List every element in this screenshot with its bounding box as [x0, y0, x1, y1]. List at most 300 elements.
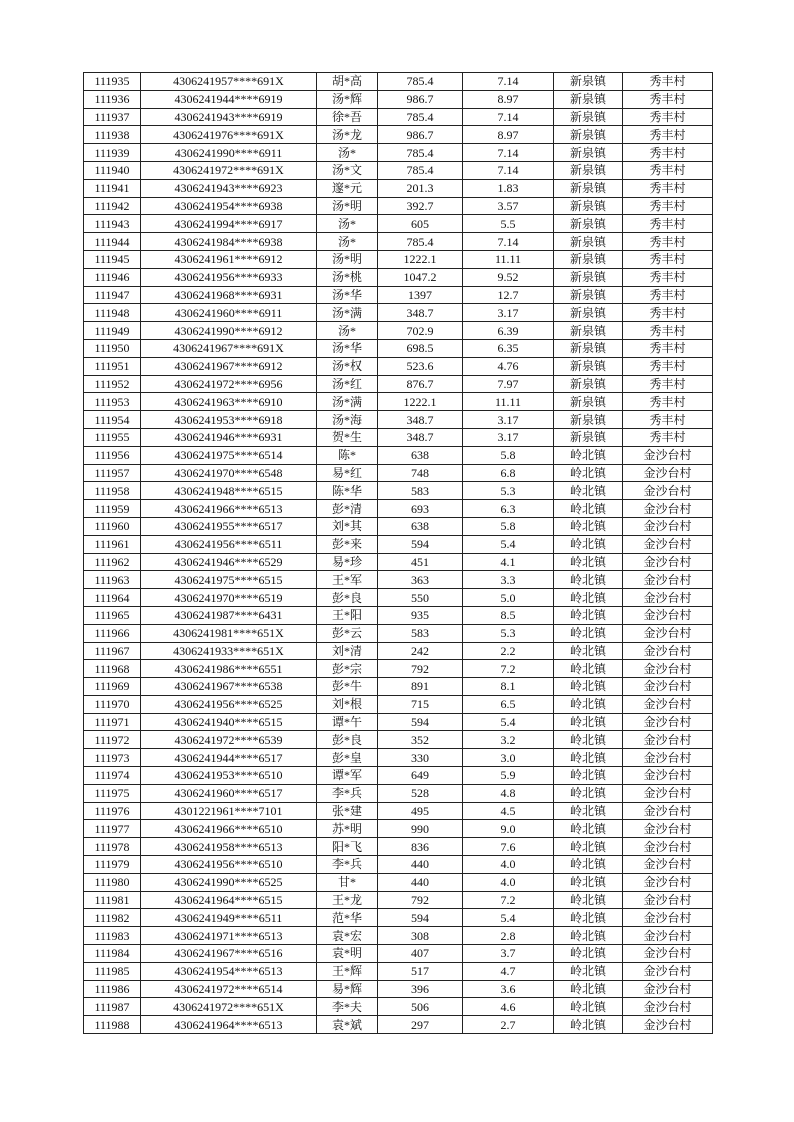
cell-seq: 111936	[84, 90, 141, 108]
cell-village: 秀丰村	[623, 339, 713, 357]
table-row	[84, 304, 713, 322]
cell-name: 邃*元	[317, 179, 378, 197]
table-row	[84, 678, 713, 696]
cell-village: 金沙台村	[623, 535, 713, 553]
cell-town: 岭北镇	[554, 482, 623, 500]
cell-village: 金沙台村	[623, 464, 713, 482]
cell-village: 秀丰村	[623, 393, 713, 411]
cell-area: 4.0	[463, 873, 554, 891]
cell-area: 6.5	[463, 695, 554, 713]
cell-area: 5.3	[463, 624, 554, 642]
cell-id-card: 4306241963****6910	[141, 393, 317, 411]
cell-area: 1.83	[463, 179, 554, 197]
cell-name: 贺*生	[317, 428, 378, 446]
cell-village: 秀丰村	[623, 179, 713, 197]
cell-name: 汤*华	[317, 286, 378, 304]
cell-village: 秀丰村	[623, 268, 713, 286]
cell-id-card: 4306241970****6548	[141, 464, 317, 482]
cell-amount: 792	[378, 891, 463, 909]
table-row	[84, 482, 713, 500]
cell-village: 秀丰村	[623, 304, 713, 322]
table-row	[84, 517, 713, 535]
cell-amount: 1397	[378, 286, 463, 304]
cell-id-card: 4306241990****6911	[141, 144, 317, 162]
cell-village: 金沙台村	[623, 624, 713, 642]
table-row	[84, 375, 713, 393]
cell-id-card: 4306241994****6917	[141, 215, 317, 233]
cell-id-card: 4306241984****6938	[141, 233, 317, 251]
cell-amount: 363	[378, 571, 463, 589]
table-row	[84, 642, 713, 660]
cell-id-card: 4301221961****7101	[141, 802, 317, 820]
cell-town: 新泉镇	[554, 179, 623, 197]
cell-seq: 111956	[84, 446, 141, 464]
cell-seq: 111945	[84, 250, 141, 268]
cell-area: 5.8	[463, 517, 554, 535]
cell-amount: 440	[378, 873, 463, 891]
cell-seq: 111943	[84, 215, 141, 233]
cell-village: 金沙台村	[623, 909, 713, 927]
cell-name: 刘*其	[317, 517, 378, 535]
cell-name: 汤*明	[317, 250, 378, 268]
cell-name: 张*建	[317, 802, 378, 820]
table-row	[84, 909, 713, 927]
cell-village: 金沙台村	[623, 856, 713, 874]
cell-id-card: 4306241967****691X	[141, 339, 317, 357]
cell-name: 汤*桃	[317, 268, 378, 286]
cell-name: 汤*	[317, 322, 378, 340]
cell-village: 秀丰村	[623, 144, 713, 162]
cell-seq: 111940	[84, 161, 141, 179]
cell-town: 岭北镇	[554, 767, 623, 785]
cell-name: 易*珍	[317, 553, 378, 571]
cell-area: 3.7	[463, 945, 554, 963]
cell-village: 金沙台村	[623, 517, 713, 535]
cell-seq: 111963	[84, 571, 141, 589]
table-row	[84, 108, 713, 126]
cell-amount: 638	[378, 446, 463, 464]
cell-seq: 111941	[84, 179, 141, 197]
cell-seq: 111987	[84, 998, 141, 1016]
cell-area: 12.7	[463, 286, 554, 304]
cell-area: 5.4	[463, 909, 554, 927]
cell-village: 金沙台村	[623, 749, 713, 767]
cell-area: 9.52	[463, 268, 554, 286]
table-row	[84, 411, 713, 429]
cell-name: 彭*云	[317, 624, 378, 642]
cell-town: 新泉镇	[554, 304, 623, 322]
cell-area: 3.2	[463, 731, 554, 749]
table-row	[84, 571, 713, 589]
cell-id-card: 4306241970****6519	[141, 589, 317, 607]
cell-area: 6.39	[463, 322, 554, 340]
cell-seq: 111965	[84, 606, 141, 624]
cell-id-card: 4306241949****6511	[141, 909, 317, 927]
cell-amount: 748	[378, 464, 463, 482]
cell-seq: 111980	[84, 873, 141, 891]
cell-village: 金沙台村	[623, 820, 713, 838]
cell-id-card: 4306241954****6513	[141, 962, 317, 980]
cell-name: 王*辉	[317, 962, 378, 980]
cell-village: 金沙台村	[623, 1016, 713, 1034]
cell-amount: 495	[378, 802, 463, 820]
cell-town: 岭北镇	[554, 624, 623, 642]
cell-town: 岭北镇	[554, 909, 623, 927]
cell-seq: 111937	[84, 108, 141, 126]
table-row	[84, 428, 713, 446]
table-row	[84, 873, 713, 891]
cell-seq: 111957	[84, 464, 141, 482]
cell-name: 汤*海	[317, 411, 378, 429]
cell-village: 金沙台村	[623, 660, 713, 678]
cell-seq: 111972	[84, 731, 141, 749]
cell-amount: 523.6	[378, 357, 463, 375]
cell-village: 秀丰村	[623, 215, 713, 233]
cell-village: 金沙台村	[623, 784, 713, 802]
cell-area: 3.0	[463, 749, 554, 767]
cell-seq: 111961	[84, 535, 141, 553]
table-row	[84, 606, 713, 624]
cell-village: 金沙台村	[623, 731, 713, 749]
cell-amount: 986.7	[378, 126, 463, 144]
cell-area: 3.17	[463, 428, 554, 446]
cell-area: 4.7	[463, 962, 554, 980]
cell-id-card: 4306241981****651X	[141, 624, 317, 642]
table-row	[84, 215, 713, 233]
cell-seq: 111950	[84, 339, 141, 357]
cell-name: 汤*	[317, 215, 378, 233]
cell-village: 秀丰村	[623, 73, 713, 91]
cell-village: 金沙台村	[623, 980, 713, 998]
cell-amount: 792	[378, 660, 463, 678]
cell-name: 汤*华	[317, 339, 378, 357]
cell-village: 秀丰村	[623, 161, 713, 179]
cell-area: 6.3	[463, 500, 554, 518]
cell-seq: 111962	[84, 553, 141, 571]
cell-id-card: 4306241966****6510	[141, 820, 317, 838]
cell-town: 新泉镇	[554, 411, 623, 429]
cell-town: 新泉镇	[554, 233, 623, 251]
cell-name: 袁*明	[317, 945, 378, 963]
cell-amount: 1222.1	[378, 393, 463, 411]
cell-seq: 111953	[84, 393, 141, 411]
cell-name: 彭*来	[317, 535, 378, 553]
table-row	[84, 589, 713, 607]
cell-town: 岭北镇	[554, 553, 623, 571]
cell-id-card: 4306241946****6529	[141, 553, 317, 571]
cell-seq: 111973	[84, 749, 141, 767]
cell-area: 3.57	[463, 197, 554, 215]
cell-seq: 111964	[84, 589, 141, 607]
cell-id-card: 4306241960****6517	[141, 784, 317, 802]
cell-name: 袁*宏	[317, 927, 378, 945]
cell-amount: 517	[378, 962, 463, 980]
cell-name: 汤*红	[317, 375, 378, 393]
cell-area: 3.17	[463, 304, 554, 322]
cell-area: 8.1	[463, 678, 554, 696]
table-row	[84, 322, 713, 340]
cell-town: 新泉镇	[554, 268, 623, 286]
cell-town: 岭北镇	[554, 962, 623, 980]
cell-name: 汤*文	[317, 161, 378, 179]
cell-town: 岭北镇	[554, 927, 623, 945]
cell-village: 金沙台村	[623, 606, 713, 624]
cell-id-card: 4306241972****6514	[141, 980, 317, 998]
cell-name: 陈*	[317, 446, 378, 464]
cell-id-card: 4306241956****6525	[141, 695, 317, 713]
table-row	[84, 927, 713, 945]
cell-village: 秀丰村	[623, 322, 713, 340]
cell-seq: 111958	[84, 482, 141, 500]
cell-amount: 396	[378, 980, 463, 998]
cell-village: 金沙台村	[623, 713, 713, 731]
cell-village: 金沙台村	[623, 678, 713, 696]
cell-id-card: 4306241975****6514	[141, 446, 317, 464]
cell-amount: 594	[378, 713, 463, 731]
cell-seq: 111969	[84, 678, 141, 696]
cell-amount: 605	[378, 215, 463, 233]
cell-area: 7.2	[463, 660, 554, 678]
cell-id-card: 4306241955****6517	[141, 517, 317, 535]
cell-village: 金沙台村	[623, 571, 713, 589]
cell-area: 2.2	[463, 642, 554, 660]
cell-id-card: 4306241933****651X	[141, 642, 317, 660]
cell-amount: 785.4	[378, 233, 463, 251]
cell-id-card: 4306241967****6516	[141, 945, 317, 963]
table-row	[84, 197, 713, 215]
cell-amount: 702.9	[378, 322, 463, 340]
cell-id-card: 4306241972****6539	[141, 731, 317, 749]
cell-town: 新泉镇	[554, 126, 623, 144]
cell-area: 3.6	[463, 980, 554, 998]
cell-seq: 111959	[84, 500, 141, 518]
cell-town: 岭北镇	[554, 642, 623, 660]
cell-seq: 111942	[84, 197, 141, 215]
cell-village: 金沙台村	[623, 838, 713, 856]
cell-town: 新泉镇	[554, 73, 623, 91]
cell-seq: 111979	[84, 856, 141, 874]
table-row	[84, 962, 713, 980]
cell-area: 5.3	[463, 482, 554, 500]
cell-amount: 201.3	[378, 179, 463, 197]
table-row	[84, 339, 713, 357]
cell-amount: 990	[378, 820, 463, 838]
cell-area: 5.5	[463, 215, 554, 233]
cell-area: 7.14	[463, 73, 554, 91]
cell-town: 岭北镇	[554, 1016, 623, 1034]
cell-id-card: 4306241956****6510	[141, 856, 317, 874]
cell-amount: 1222.1	[378, 250, 463, 268]
cell-amount: 935	[378, 606, 463, 624]
cell-village: 秀丰村	[623, 197, 713, 215]
cell-town: 新泉镇	[554, 393, 623, 411]
cell-name: 易*红	[317, 464, 378, 482]
cell-name: 苏*明	[317, 820, 378, 838]
cell-town: 岭北镇	[554, 517, 623, 535]
cell-town: 岭北镇	[554, 980, 623, 998]
cell-village: 金沙台村	[623, 873, 713, 891]
cell-area: 8.97	[463, 90, 554, 108]
cell-amount: 506	[378, 998, 463, 1016]
cell-town: 岭北镇	[554, 589, 623, 607]
cell-amount: 440	[378, 856, 463, 874]
cell-amount: 528	[378, 784, 463, 802]
cell-name: 李*兵	[317, 784, 378, 802]
cell-id-card: 4306241975****6515	[141, 571, 317, 589]
cell-amount: 785.4	[378, 108, 463, 126]
cell-seq: 111985	[84, 962, 141, 980]
cell-name: 汤*	[317, 144, 378, 162]
cell-area: 4.6	[463, 998, 554, 1016]
cell-seq: 111949	[84, 322, 141, 340]
cell-area: 7.14	[463, 233, 554, 251]
cell-seq: 111967	[84, 642, 141, 660]
table-row	[84, 144, 713, 162]
cell-village: 金沙台村	[623, 767, 713, 785]
cell-name: 胡*高	[317, 73, 378, 91]
cell-amount: 297	[378, 1016, 463, 1034]
table-row	[84, 233, 713, 251]
cell-seq: 111981	[84, 891, 141, 909]
cell-amount: 649	[378, 767, 463, 785]
cell-seq: 111977	[84, 820, 141, 838]
cell-village: 金沙台村	[623, 962, 713, 980]
cell-town: 岭北镇	[554, 891, 623, 909]
cell-seq: 111983	[84, 927, 141, 945]
cell-id-card: 4306241967****6538	[141, 678, 317, 696]
cell-id-card: 4306241964****6515	[141, 891, 317, 909]
cell-village: 秀丰村	[623, 375, 713, 393]
cell-town: 岭北镇	[554, 998, 623, 1016]
cell-name: 范*华	[317, 909, 378, 927]
cell-seq: 111946	[84, 268, 141, 286]
cell-seq: 111960	[84, 517, 141, 535]
cell-town: 岭北镇	[554, 535, 623, 553]
cell-id-card: 4306241986****6551	[141, 660, 317, 678]
cell-town: 岭北镇	[554, 802, 623, 820]
cell-id-card: 4306241944****6919	[141, 90, 317, 108]
cell-amount: 242	[378, 642, 463, 660]
cell-town: 岭北镇	[554, 464, 623, 482]
cell-name: 谭*午	[317, 713, 378, 731]
cell-area: 4.8	[463, 784, 554, 802]
cell-seq: 111984	[84, 945, 141, 963]
cell-id-card: 4306241990****6912	[141, 322, 317, 340]
cell-seq: 111975	[84, 784, 141, 802]
cell-area: 4.1	[463, 553, 554, 571]
cell-village: 金沙台村	[623, 927, 713, 945]
cell-area: 4.0	[463, 856, 554, 874]
cell-town: 新泉镇	[554, 428, 623, 446]
cell-seq: 111978	[84, 838, 141, 856]
cell-town: 岭北镇	[554, 713, 623, 731]
table-row	[84, 535, 713, 553]
cell-id-card: 4306241943****6919	[141, 108, 317, 126]
cell-seq: 111947	[84, 286, 141, 304]
cell-name: 彭*牛	[317, 678, 378, 696]
cell-id-card: 4306241966****6513	[141, 500, 317, 518]
table-row	[84, 980, 713, 998]
cell-amount: 785.4	[378, 161, 463, 179]
table-row	[84, 268, 713, 286]
cell-area: 4.76	[463, 357, 554, 375]
cell-town: 岭北镇	[554, 820, 623, 838]
data-table	[83, 72, 713, 1034]
table-row	[84, 250, 713, 268]
cell-seq: 111976	[84, 802, 141, 820]
table-row	[84, 767, 713, 785]
cell-town: 岭北镇	[554, 571, 623, 589]
cell-id-card: 4306241960****6911	[141, 304, 317, 322]
cell-id-card: 4306241961****6912	[141, 250, 317, 268]
table-row	[84, 660, 713, 678]
cell-area: 3.17	[463, 411, 554, 429]
cell-town: 新泉镇	[554, 357, 623, 375]
cell-town: 岭北镇	[554, 731, 623, 749]
cell-village: 金沙台村	[623, 589, 713, 607]
table-row	[84, 1016, 713, 1034]
table-row	[84, 998, 713, 1016]
cell-village: 秀丰村	[623, 411, 713, 429]
cell-seq: 111968	[84, 660, 141, 678]
table-row	[84, 179, 713, 197]
cell-id-card: 4306241972****691X	[141, 161, 317, 179]
cell-area: 8.97	[463, 126, 554, 144]
cell-town: 新泉镇	[554, 339, 623, 357]
cell-town: 岭北镇	[554, 749, 623, 767]
cell-town: 岭北镇	[554, 945, 623, 963]
cell-village: 金沙台村	[623, 500, 713, 518]
cell-town: 岭北镇	[554, 678, 623, 696]
cell-id-card: 4306241958****6513	[141, 838, 317, 856]
cell-amount: 594	[378, 909, 463, 927]
cell-area: 7.14	[463, 161, 554, 179]
cell-town: 新泉镇	[554, 161, 623, 179]
cell-area: 5.0	[463, 589, 554, 607]
cell-seq: 111970	[84, 695, 141, 713]
cell-name: 李*兵	[317, 856, 378, 874]
cell-village: 秀丰村	[623, 357, 713, 375]
cell-area: 11.11	[463, 393, 554, 411]
cell-village: 秀丰村	[623, 428, 713, 446]
cell-seq: 111966	[84, 624, 141, 642]
cell-area: 5.4	[463, 535, 554, 553]
cell-name: 汤*龙	[317, 126, 378, 144]
cell-area: 3.3	[463, 571, 554, 589]
table-row	[84, 500, 713, 518]
cell-village: 秀丰村	[623, 286, 713, 304]
cell-seq: 111935	[84, 73, 141, 91]
cell-amount: 352	[378, 731, 463, 749]
cell-seq: 111939	[84, 144, 141, 162]
cell-town: 岭北镇	[554, 660, 623, 678]
table-row	[84, 820, 713, 838]
table-row	[84, 802, 713, 820]
table-row	[84, 713, 713, 731]
cell-id-card: 4306241954****6938	[141, 197, 317, 215]
cell-name: 徐*吾	[317, 108, 378, 126]
cell-seq: 111948	[84, 304, 141, 322]
cell-amount: 583	[378, 624, 463, 642]
cell-village: 秀丰村	[623, 233, 713, 251]
cell-seq: 111952	[84, 375, 141, 393]
cell-town: 新泉镇	[554, 197, 623, 215]
cell-town: 新泉镇	[554, 90, 623, 108]
cell-name: 王*阳	[317, 606, 378, 624]
cell-name: 汤*明	[317, 197, 378, 215]
cell-village: 金沙台村	[623, 642, 713, 660]
cell-village: 金沙台村	[623, 482, 713, 500]
